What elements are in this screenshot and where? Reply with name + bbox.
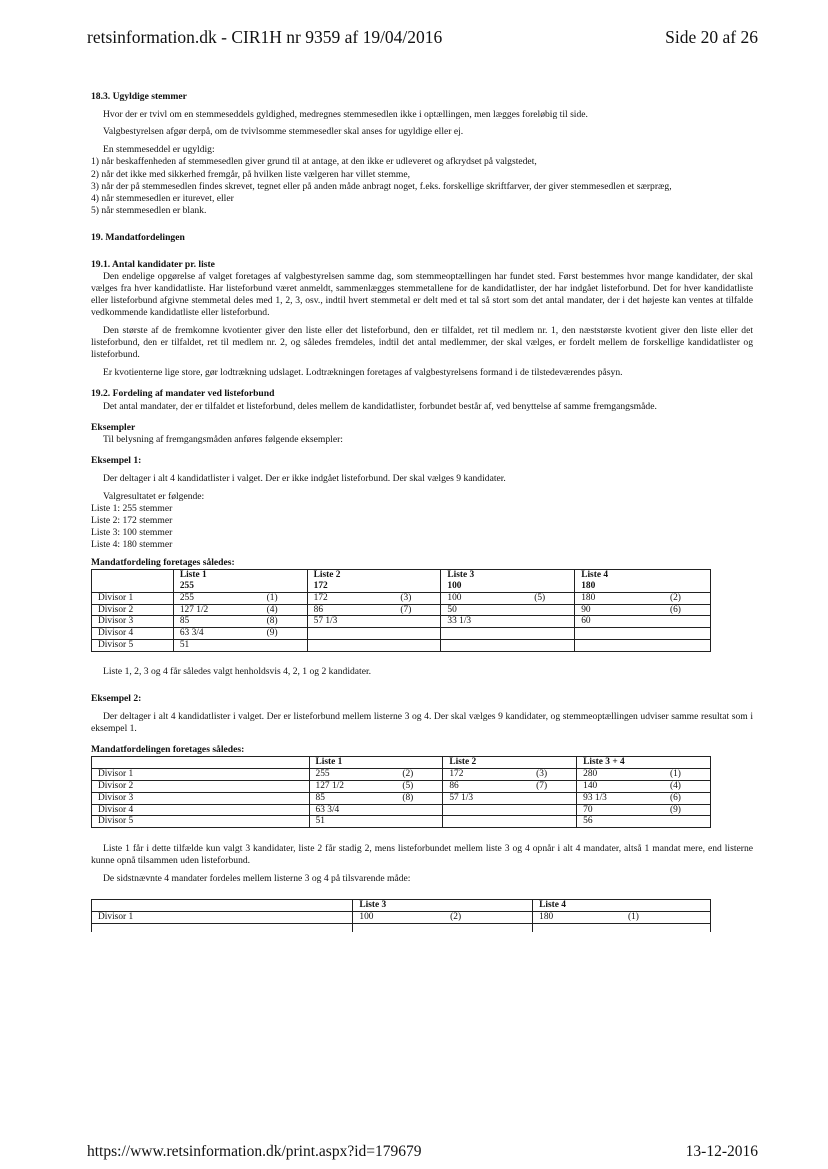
list-item: 4) når stemmesedlen er iturevet, eller	[91, 192, 234, 204]
table-row	[92, 628, 711, 640]
example-1-heading: Eksempel 1:	[91, 455, 142, 467]
mandate-table-list-3-4	[91, 899, 711, 932]
mandate-table-example-1	[91, 569, 711, 652]
row-label: Divisor 2	[92, 780, 310, 792]
table-cell	[307, 640, 441, 652]
table-cell: 100 (2)	[353, 912, 533, 924]
column-header: Liste 4 180	[575, 570, 711, 593]
paragraph: Hvor der er tvivl om en stemmeseddels gyldighed, medregnes stemmesedlen ikke i optællingen, men lægges foreløbig til side.	[103, 108, 588, 120]
table-cell: 63 3/4	[309, 804, 443, 816]
result-line: Liste 1: 255 stemmer	[91, 502, 173, 514]
list-item: 5) når stemmesedlen er blank.	[91, 205, 207, 217]
document-header-title: retsinformation.dk - CIR1H nr 9359 af 19/04/2016	[87, 27, 443, 47]
table-cell: 51	[309, 816, 443, 828]
table-cell: 140 (4)	[577, 780, 711, 792]
paragraph: Det antal mandater, der er tilfaldet et listeforbund, deles mellem de kandidatlister, forbundet består af, ved benyttelse af samme fremgangsmåde.	[103, 400, 657, 412]
row-label: Divisor 2	[92, 604, 174, 616]
section-heading-18-3: 18.3. Ugyldige stemmer	[91, 91, 187, 102]
table-cell	[443, 816, 577, 828]
table-cell: 86 (7)	[443, 780, 577, 792]
list-item: 1) når beskaffenheden af stemmesedlen giver grund til at antage, at den ikke er udleveret og afkrydset på valgstedet,	[91, 156, 537, 168]
row-label: Divisor 4	[92, 628, 174, 640]
row-label: Divisor 5	[92, 640, 174, 652]
table-cell: 51	[173, 640, 307, 652]
table-cell	[443, 804, 577, 816]
table-row	[92, 769, 711, 781]
row-label: Divisor 1	[92, 912, 353, 924]
paragraph: Valgbestyrelsen afgør derpå, om de tvivlsomme stemmesedler skal anses for ugyldige eller ej.	[103, 126, 464, 138]
table-row	[92, 592, 711, 604]
table-cell	[533, 923, 711, 932]
paragraph: Den endelige opgørelse af valget foretages af valgbestyrelsen samme dag, som stemmeoptællingen har fundet sted. Først bestemmes hvor mange kandidater, der skal vælges fra hver kandidatliste. Har listeforbund været anmeldt, sammenlægges stemmetallene for de kandidatlister, der har indgået listeforbund. Det for hver kandidatliste eller listeforbund afgivne stemmetal deles med 1, 2, 3, osv., indtil hvert stemmetal er delt med et tal så stort som det antal mandater, der i det højeste kan ventes at tilfalde vedkommende kandidatliste eller listeforbund.	[91, 270, 753, 319]
result-line: Liste 4: 180 stemmer	[91, 539, 173, 551]
table-cell	[92, 923, 353, 932]
table-caption: Mandatfordelingen foretages således:	[91, 744, 245, 756]
table-row	[92, 816, 711, 828]
table-cell	[307, 628, 441, 640]
row-label: Divisor 3	[92, 616, 174, 628]
table-cell: 63 3/4 (9)	[173, 628, 307, 640]
table-cell	[441, 640, 575, 652]
table-row	[92, 604, 711, 616]
paragraph: Liste 1, 2, 3 og 4 får således valgt henholdsvis 4, 2, 1 og 2 kandidater.	[103, 666, 372, 678]
document-body	[91, 91, 753, 932]
row-label: Divisor 1	[92, 592, 174, 604]
table-cell: 86 (7)	[307, 604, 441, 616]
paragraph: Er kvotienterne lige store, gør lodtrækning udslaget. Lodtrækningen foretages af valgbestyrelsens formand i de tilstedeværendes påsyn.	[103, 367, 623, 379]
section-heading-19-2: 19.2. Fordeling af mandater ved listeforbund	[91, 388, 275, 400]
paragraph: Til belysning af fremgangsmåden anføres følgende eksempler:	[103, 433, 343, 445]
table-cell: 93 1/3 (6)	[577, 792, 711, 804]
column-header: Liste 3	[353, 900, 533, 912]
table-cell	[575, 628, 711, 640]
table-corner-cell	[92, 757, 310, 769]
table-row	[92, 792, 711, 804]
table-cell: 50	[441, 604, 575, 616]
table-cell: 56	[577, 816, 711, 828]
section-heading-19: 19. Mandatfordelingen	[91, 231, 185, 243]
paragraph: En stemmeseddel er ugyldig:	[103, 144, 215, 156]
example-2-heading: Eksempel 2:	[91, 693, 142, 705]
row-label: Divisor 1	[92, 769, 310, 781]
paragraph: Der deltager i alt 4 kandidatlister i valget. Der er listeforbund mellem listerne 3 og 4. Der skal vælges 9 kandidater, og stemmeoptællingen udviser samme resultat som i eksempel 1.	[91, 710, 753, 734]
table-cell: 172 (3)	[307, 592, 441, 604]
table-row	[92, 780, 711, 792]
column-header: Liste 1	[309, 757, 443, 769]
table-row	[92, 616, 711, 628]
table-header-row	[92, 570, 711, 593]
table-cell: 90 (6)	[575, 604, 711, 616]
table-corner-cell	[92, 570, 174, 593]
table-cell	[575, 640, 711, 652]
column-header: Liste 3 + 4	[577, 757, 711, 769]
mandate-table-example-2	[91, 756, 711, 828]
paragraph: Liste 1 får i dette tilfælde kun valgt 3 kandidater, liste 2 får stadig 2, mens listeforbundet mellem liste 3 og 4 opnår i alt 4 mandater, altså 1 mandat mere, end listerne kunne opnå tilsammen uden listeforbund.	[91, 842, 753, 866]
result-line: Liste 2: 172 stemmer	[91, 514, 173, 526]
table-header-row	[92, 900, 711, 912]
table-cell: 70 (9)	[577, 804, 711, 816]
table-corner-cell	[92, 900, 353, 912]
list-item: 3) når der på stemmesedlen findes skrevet, tegnet eller på anden måde anbragt noget, f.eks. forskellige skriftfarver, der giver stemmesedlen et særpræg,	[91, 180, 672, 192]
table-cell	[353, 923, 533, 932]
page-number: Side 20 af 26	[665, 27, 758, 47]
column-header: Liste 2 172	[307, 570, 441, 593]
column-header: Liste 2	[443, 757, 577, 769]
table-cell: 85 (8)	[309, 792, 443, 804]
paragraph: Den største af de fremkomne kvotienter giver den liste eller det listeforbund, den er tilfaldet, ret til medlem nr. 1, den næststørste kvotient giver den liste eller det listeforbund, den er tilfaldet, ret til medlem nr. 2, og således fremdeles, indtil det antal medlemmer, der skal vælges, er fordelt mellem de forskellige kandidatlister og listeforbund.	[91, 325, 753, 361]
table-cell: 172 (3)	[443, 769, 577, 781]
table-cell: 255 (2)	[309, 769, 443, 781]
table-cell: 85 (8)	[173, 616, 307, 628]
table-row	[92, 640, 711, 652]
table-cell: 100 (5)	[441, 592, 575, 604]
table-cell: 127 1/2 (5)	[309, 780, 443, 792]
paragraph: Valgresultatet er følgende:	[103, 490, 205, 502]
table-cell: 255 (1)	[173, 592, 307, 604]
row-label: Divisor 5	[92, 816, 310, 828]
examples-heading: Eksempler	[91, 421, 136, 433]
table-cell: 180 (1)	[533, 912, 711, 924]
row-label: Divisor 4	[92, 804, 310, 816]
table-cell	[441, 628, 575, 640]
column-header: Liste 1 255	[173, 570, 307, 593]
row-label: Divisor 3	[92, 792, 310, 804]
table-cell: 127 1/2 (4)	[173, 604, 307, 616]
table-cell: 280 (1)	[577, 769, 711, 781]
table-row	[92, 912, 711, 924]
table-cell: 60	[575, 616, 711, 628]
footer-date: 13-12-2016	[685, 1143, 758, 1160]
table-cell: 57 1/3	[443, 792, 577, 804]
section-heading-19-1: 19.1. Antal kandidater pr. liste	[91, 258, 215, 270]
table-cell: 57 1/3	[307, 616, 441, 628]
paragraph: De sidstnævnte 4 mandater fordeles mellem listerne 3 og 4 på tilsvarende måde:	[103, 872, 411, 884]
table-header-row	[92, 757, 711, 769]
paragraph: Der deltager i alt 4 kandidatlister i valget. Der er ikke indgået listeforbund. Der skal vælges 9 kandidater.	[103, 472, 506, 484]
table-row	[92, 923, 711, 932]
footer-url: https://www.retsinformation.dk/print.aspx?id=179679	[87, 1143, 422, 1160]
column-header: Liste 3 100	[441, 570, 575, 593]
column-header: Liste 4	[533, 900, 711, 912]
table-cell: 180 (2)	[575, 592, 711, 604]
table-cell: 33 1/3	[441, 616, 575, 628]
table-row	[92, 804, 711, 816]
result-line: Liste 3: 100 stemmer	[91, 527, 173, 539]
table-caption: Mandatfordeling foretages således:	[91, 557, 235, 569]
list-item: 2) når det ikke med sikkerhed fremgår, på hvilken liste vælgeren har villet stemme,	[91, 168, 411, 180]
